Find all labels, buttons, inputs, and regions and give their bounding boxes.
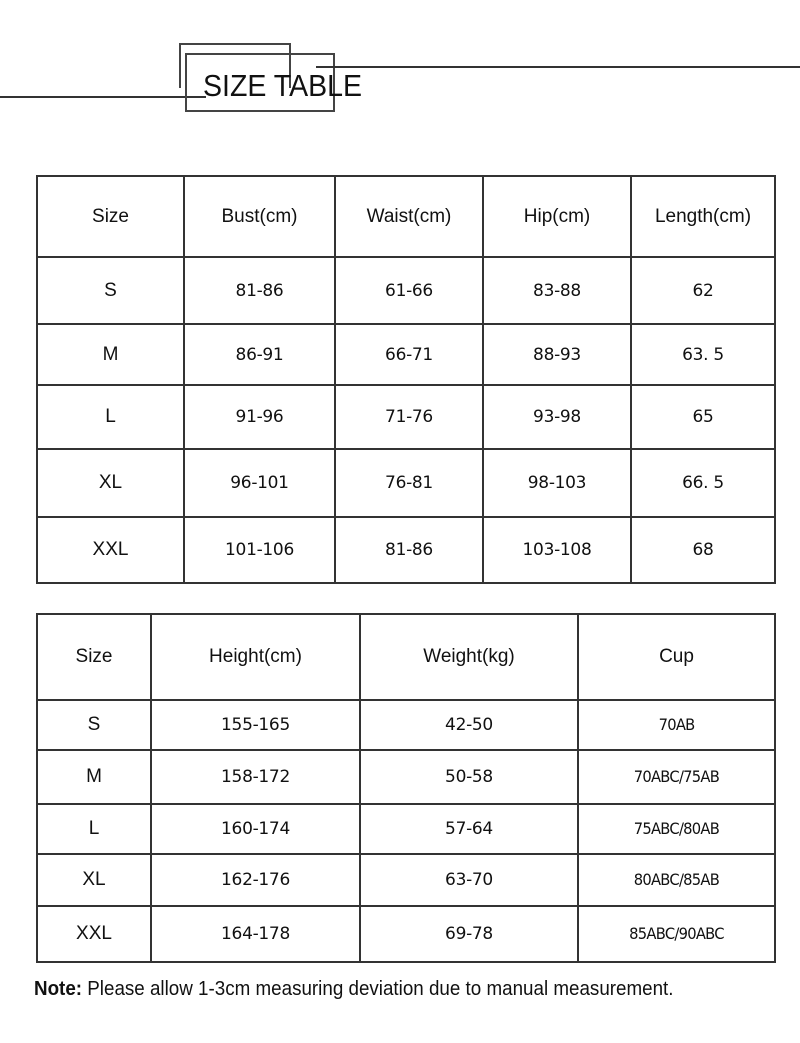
cup-cell — [578, 854, 775, 906]
cup-value: 85ABC/90ABC — [629, 924, 724, 943]
weight-cell: 63-70 — [360, 854, 578, 906]
size-cell: L — [37, 804, 151, 854]
length-cell: 63. 5 — [631, 324, 775, 385]
size-cell: XXL — [37, 906, 151, 962]
cup-value: 70AB — [658, 715, 695, 734]
column-header-size: Size — [37, 176, 184, 257]
table-row — [37, 804, 775, 854]
note-text: Please allow 1-3cm measuring deviation due to manual measurement. — [82, 978, 674, 1000]
table-header-row — [37, 614, 775, 700]
waist-cell: 76-81 — [335, 449, 483, 517]
page-title: SIZE TABLE — [203, 68, 363, 103]
table-row — [37, 700, 775, 750]
hip-cell: 83-88 — [483, 257, 631, 324]
bust-cell: 81-86 — [184, 257, 335, 324]
weight-cell: 50-58 — [360, 750, 578, 804]
hip-cell: 103-108 — [483, 517, 631, 583]
length-cell: 65 — [631, 385, 775, 449]
table-row — [37, 324, 775, 385]
size-table-title-banner — [0, 0, 800, 130]
cup-cell — [578, 750, 775, 804]
length-cell: 66. 5 — [631, 449, 775, 517]
table-row — [37, 257, 775, 324]
table-header-row — [37, 176, 775, 257]
bust-cell: 86-91 — [184, 324, 335, 385]
cup-value: 75ABC/80AB — [633, 819, 720, 838]
bust-cell: 91-96 — [184, 385, 335, 449]
waist-cell: 71-76 — [335, 385, 483, 449]
bust-cell: 101-106 — [184, 517, 335, 583]
size-cell: XL — [37, 854, 151, 906]
height-cell: 164-178 — [151, 906, 360, 962]
size-cell: S — [37, 700, 151, 750]
height-cell: 155-165 — [151, 700, 360, 750]
measurement-note — [34, 978, 674, 1001]
hip-cell: 93-98 — [483, 385, 631, 449]
column-header-bust: Bust(cm) — [184, 176, 335, 257]
size-cell: M — [37, 324, 184, 385]
size-cell: M — [37, 750, 151, 804]
column-header-weight: Weight(kg) — [360, 614, 578, 700]
table-row — [37, 517, 775, 583]
column-header-cup: Cup — [578, 614, 775, 700]
size-cell: L — [37, 385, 184, 449]
weight-cell: 42-50 — [360, 700, 578, 750]
column-header-hip: Hip(cm) — [483, 176, 631, 257]
column-header-size: Size — [37, 614, 151, 700]
table-row — [37, 854, 775, 906]
cup-value: 80ABC/85AB — [633, 870, 720, 889]
note-label: Note: — [34, 978, 83, 1000]
height-cell: 160-174 — [151, 804, 360, 854]
table-row — [37, 385, 775, 449]
bust-cell: 96-101 — [184, 449, 335, 517]
length-cell: 68 — [631, 517, 775, 583]
weight-cell: 69-78 — [360, 906, 578, 962]
table-row — [37, 906, 775, 962]
column-header-height: Height(cm) — [151, 614, 360, 700]
waist-cell: 66-71 — [335, 324, 483, 385]
table-row — [37, 449, 775, 517]
size-cell: S — [37, 257, 184, 324]
size-cell: XL — [37, 449, 184, 517]
cup-cell — [578, 804, 775, 854]
column-header-waist: Waist(cm) — [335, 176, 483, 257]
cup-cell — [578, 906, 775, 962]
height-cell: 158-172 — [151, 750, 360, 804]
table-row — [37, 750, 775, 804]
hip-cell: 98-103 — [483, 449, 631, 517]
hip-cell: 88-93 — [483, 324, 631, 385]
length-cell: 62 — [631, 257, 775, 324]
cup-value: 70ABC/75AB — [633, 767, 720, 786]
cup-cell — [578, 700, 775, 750]
waist-cell: 61-66 — [335, 257, 483, 324]
size-cell: XXL — [37, 517, 184, 583]
body-measurements-table — [36, 175, 776, 584]
column-header-length: Length(cm) — [631, 176, 775, 257]
decorative-line-right — [316, 66, 800, 68]
fit-reference-table — [36, 613, 776, 963]
height-cell: 162-176 — [151, 854, 360, 906]
decorative-line-left — [0, 96, 206, 98]
weight-cell: 57-64 — [360, 804, 578, 854]
waist-cell: 81-86 — [335, 517, 483, 583]
